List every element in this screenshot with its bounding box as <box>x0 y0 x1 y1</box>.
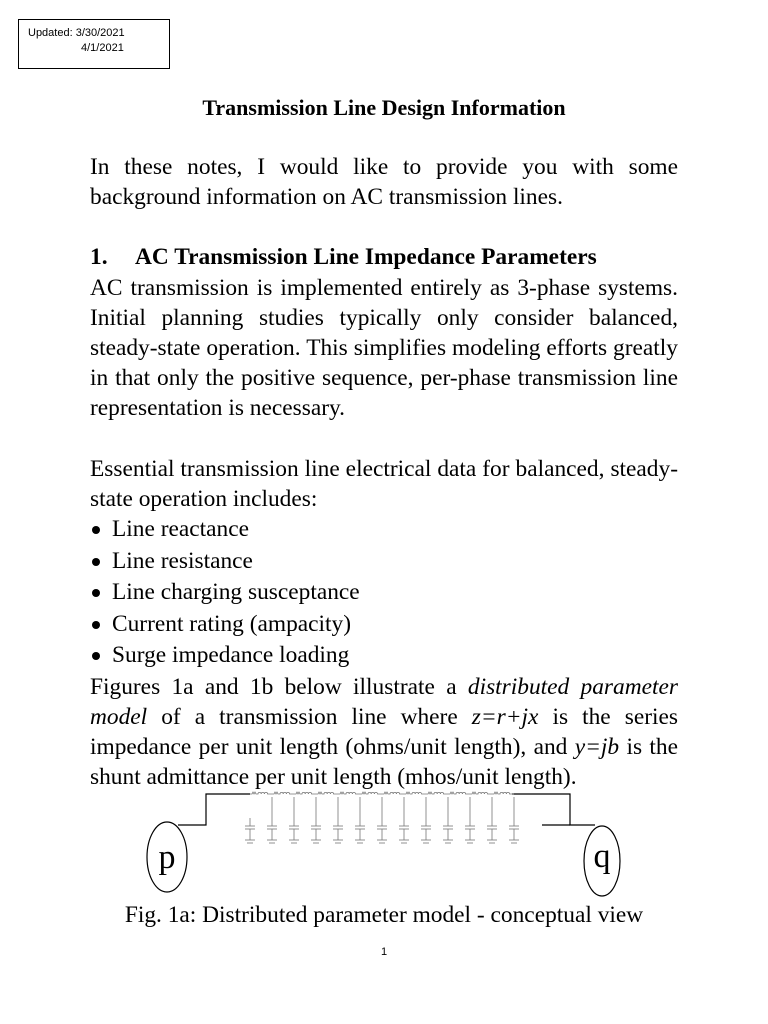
left-conductor-wire <box>178 794 250 825</box>
distributed-parameter-diagram <box>140 788 630 900</box>
update-date-line-2: 4/1/2021 <box>81 42 124 54</box>
bullet-item-current-rating: Current rating (ampacity) <box>90 609 678 641</box>
series-rl-segment <box>470 792 492 794</box>
series-rl-segment <box>272 792 294 794</box>
section-1-number: 1. <box>90 244 108 271</box>
series-rl-segment <box>294 792 316 794</box>
section-1-heading-text: AC Transmission Line Impedance Parameters <box>135 244 597 271</box>
para3-equation-z: z=r+jx <box>471 703 539 730</box>
series-rl-segment <box>250 792 272 794</box>
figure-1a-caption: Fig. 1a: Distributed parameter model - conceptual view <box>124 902 644 928</box>
series-rl-segment <box>316 792 338 794</box>
section-1-heading <box>90 242 678 272</box>
bullet-item-line-charging-susceptance: Line charging susceptance <box>90 577 678 609</box>
series-rl-segment <box>426 792 448 794</box>
para3-text-3: is the series impedance per unit length (ohms/unit length), and <box>90 703 678 760</box>
parameter-bullet-list <box>90 514 678 672</box>
page-number: 1 <box>380 946 388 958</box>
para3-text-1: Figures 1a and 1b below illustrate a <box>90 673 468 700</box>
para3-text-4: is the shunt admittance per unit length (mhos/unit length). <box>90 733 678 791</box>
node-q-label: q <box>593 838 611 875</box>
series-rl-segment <box>360 792 382 794</box>
bullet-item-line-reactance: Line reactance <box>90 514 678 546</box>
series-rl-segment <box>448 792 470 794</box>
document-title: Transmission Line Design Information <box>202 95 566 120</box>
series-rl-segment <box>492 792 514 794</box>
section-1-paragraph-2: Essential transmission line electrical data for balanced, steady-state operation includes: <box>90 455 678 512</box>
document-body <box>90 152 678 792</box>
para3-equation-y: y=jb <box>574 733 620 760</box>
para3-text-2: of a transmission line where <box>147 703 472 730</box>
bullet-item-surge-impedance-loading: Surge impedance loading <box>90 640 678 672</box>
section-1-paragraph-3 <box>90 672 678 793</box>
node-p-label: p <box>158 839 176 876</box>
series-rl-segment <box>404 792 426 794</box>
bullet-item-line-resistance: Line resistance <box>90 546 678 578</box>
update-date-box <box>18 19 170 69</box>
intro-paragraph: In these notes, I would like to provide you with some background information on AC transmission lines. <box>90 154 678 211</box>
para3-emphasis-distributed-model: distributed parameter model <box>90 673 678 730</box>
series-impedance-row <box>250 792 514 794</box>
update-date-line-1: Updated: 3/30/2021 <box>28 27 125 39</box>
series-rl-segment <box>382 792 404 794</box>
shunt-capacitor-row <box>245 797 519 843</box>
series-rl-segment <box>338 792 360 794</box>
right-conductor-wire <box>512 794 595 825</box>
section-1-paragraph-1: AC transmission is implemented entirely as 3-phase systems. Initial planning studies typically only consider balanced, steady-state operation. This simplifies modeling efforts greatly in that only the positive sequence, per-phase transmission line representation is necessary. <box>90 274 678 422</box>
